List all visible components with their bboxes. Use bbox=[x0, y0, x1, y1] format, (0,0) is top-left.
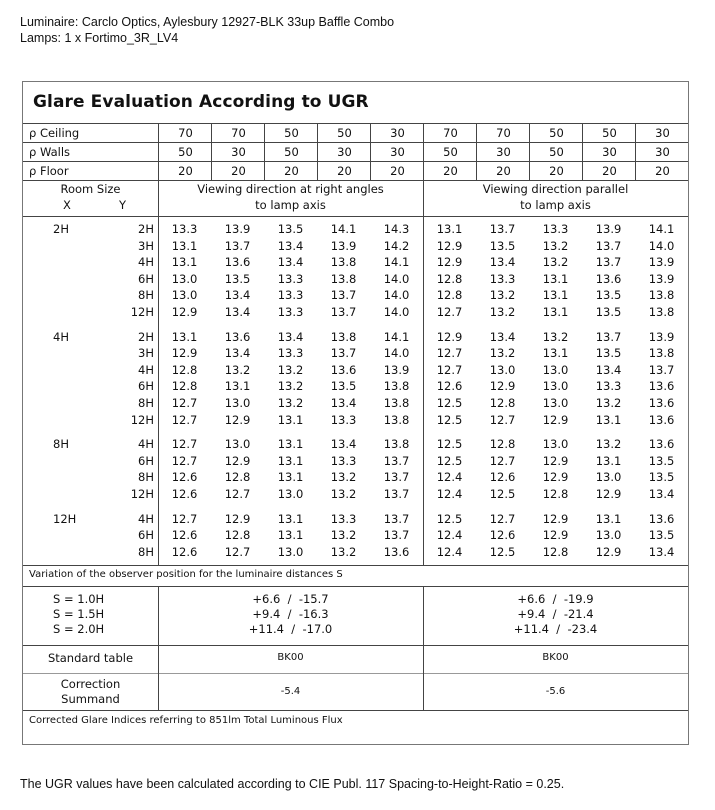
divider bbox=[23, 565, 688, 566]
ugr-value: 13.5 bbox=[489, 238, 516, 253]
ugr-value: 12.7 bbox=[489, 412, 516, 427]
ugr-value: 12.6 bbox=[436, 379, 463, 394]
ugr-value: 12.4 bbox=[436, 544, 463, 559]
reflectance-value: 70 bbox=[158, 124, 212, 143]
ugr-value: 13.2 bbox=[224, 362, 251, 377]
variation-right: +6.6 / -15.7 bbox=[252, 592, 329, 607]
reflectance-value: 20 bbox=[635, 162, 689, 181]
ugr-value: 13.2 bbox=[330, 544, 357, 559]
room-x-label: 4H bbox=[53, 329, 69, 344]
ugr-value: 13.9 bbox=[595, 222, 622, 236]
room-y-label: 4H bbox=[138, 362, 154, 377]
room-size-y: Y bbox=[119, 198, 127, 212]
variation-parallel: +9.4 / -21.4 bbox=[517, 607, 594, 622]
ugr-table-frame bbox=[22, 81, 689, 745]
ugr-value: 13.1 bbox=[277, 412, 304, 427]
ugr-value: 13.3 bbox=[595, 379, 622, 394]
ugr-value: 13.5 bbox=[224, 271, 251, 286]
room-y-label: 2H bbox=[138, 329, 154, 344]
ugr-value: 13.7 bbox=[383, 528, 410, 543]
ugr-value: 14.0 bbox=[383, 305, 410, 319]
variation-note: Variation of the observer position for the luminaire distances S bbox=[29, 569, 343, 581]
ugr-value: 13.4 bbox=[489, 255, 516, 270]
ugr-value: 13.4 bbox=[489, 329, 516, 344]
room-y-label: 8H bbox=[138, 396, 154, 410]
room-size-label: Room Size bbox=[60, 182, 121, 196]
ugr-value: 13.1 bbox=[171, 329, 198, 344]
reflectance-value: 30 bbox=[582, 143, 636, 162]
ugr-value: 12.8 bbox=[171, 362, 198, 377]
ugr-value: 13.1 bbox=[542, 271, 569, 286]
ugr-value: 13.7 bbox=[383, 487, 410, 501]
reflectance-value: 30 bbox=[317, 143, 371, 162]
ugr-value: 13.0 bbox=[542, 396, 569, 410]
ugr-value: 13.7 bbox=[330, 288, 357, 303]
ugr-value: 13.7 bbox=[648, 362, 675, 377]
ugr-value: 13.6 bbox=[648, 437, 675, 452]
ugr-value: 12.7 bbox=[436, 305, 463, 319]
ugr-value: 13.3 bbox=[277, 271, 304, 286]
standard-table-parallel: BK00 bbox=[542, 652, 569, 664]
reflectance-value: 50 bbox=[158, 143, 212, 162]
ugr-value: 14.2 bbox=[383, 238, 410, 253]
reflectance-row bbox=[23, 142, 688, 162]
ugr-value: 13.4 bbox=[224, 346, 251, 361]
ugr-value: 13.0 bbox=[489, 362, 516, 377]
ugr-value: 13.6 bbox=[224, 255, 251, 270]
divider bbox=[23, 180, 688, 181]
ugr-value: 13.2 bbox=[489, 346, 516, 361]
variation-right: +9.4 / -16.3 bbox=[252, 607, 329, 622]
reflectance-value: 20 bbox=[158, 162, 212, 181]
ugr-value: 13.1 bbox=[595, 511, 622, 526]
ugr-value: 13.4 bbox=[648, 487, 675, 501]
ugr-value: 12.5 bbox=[489, 487, 516, 501]
ugr-value: 12.8 bbox=[542, 544, 569, 559]
ugr-value: 12.9 bbox=[436, 255, 463, 270]
ugr-value: 12.8 bbox=[224, 528, 251, 543]
ugr-value: 13.2 bbox=[542, 329, 569, 344]
ugr-value: 13.1 bbox=[277, 437, 304, 452]
reflectance-value: 20 bbox=[423, 162, 477, 181]
ugr-value: 13.1 bbox=[171, 238, 198, 253]
room-y-label: 4H bbox=[138, 255, 154, 270]
footer-note: The UGR values have been calculated according to CIE Publ. 117 Spacing-to-Height-Ratio = 0.25. bbox=[20, 777, 565, 791]
room-x-label: 8H bbox=[53, 437, 69, 452]
standard-table-right: BK00 bbox=[277, 652, 304, 664]
direction-parallel-label: Viewing direction parallel bbox=[482, 182, 629, 196]
ugr-value: 12.6 bbox=[171, 528, 198, 543]
reflectance-label: ρ Floor bbox=[29, 164, 69, 178]
ugr-value: 13.4 bbox=[595, 362, 622, 377]
ugr-value: 13.8 bbox=[648, 305, 675, 319]
reflectance-value: 20 bbox=[370, 162, 424, 181]
ugr-value: 13.8 bbox=[330, 271, 357, 286]
column-divider bbox=[158, 123, 159, 565]
ugr-value: 12.4 bbox=[436, 528, 463, 543]
ugr-value: 13.0 bbox=[277, 544, 304, 559]
ugr-value: 13.9 bbox=[648, 271, 675, 286]
room-y-label: 4H bbox=[138, 437, 154, 452]
ugr-value: 13.2 bbox=[330, 487, 357, 501]
reflectance-value: 20 bbox=[211, 162, 265, 181]
ugr-value: 12.7 bbox=[436, 346, 463, 361]
ugr-value: 12.6 bbox=[171, 470, 198, 485]
ugr-value: 13.3 bbox=[277, 346, 304, 361]
ugr-value: 12.8 bbox=[489, 396, 516, 410]
room-y-label: 6H bbox=[138, 271, 154, 286]
variation-s: S = 1.5H bbox=[53, 607, 105, 622]
ugr-value: 13.5 bbox=[595, 346, 622, 361]
variation-s: S = 1.0H bbox=[53, 592, 105, 607]
ugr-value: 13.0 bbox=[595, 470, 622, 485]
room-y-label: 12H bbox=[130, 487, 154, 501]
ugr-value: 12.9 bbox=[542, 470, 569, 485]
variation-s: S = 2.0H bbox=[53, 622, 105, 637]
ugr-value: 14.3 bbox=[383, 222, 410, 236]
ugr-value: 13.9 bbox=[330, 238, 357, 253]
reflectance-value: 20 bbox=[476, 162, 530, 181]
column-divider bbox=[423, 586, 424, 710]
ugr-value: 14.0 bbox=[383, 271, 410, 286]
ugr-value: 12.6 bbox=[171, 487, 198, 501]
ugr-value: 14.1 bbox=[648, 222, 675, 236]
ugr-value: 13.6 bbox=[383, 544, 410, 559]
variation-right: +11.4 / -17.0 bbox=[248, 622, 333, 637]
ugr-value: 12.9 bbox=[542, 453, 569, 468]
ugr-value: 13.6 bbox=[330, 362, 357, 377]
ugr-value: 13.0 bbox=[542, 362, 569, 377]
table-title: Glare Evaluation According to UGR bbox=[33, 92, 369, 112]
reflectance-value: 20 bbox=[529, 162, 583, 181]
summand-label: Summand bbox=[61, 692, 120, 707]
room-y-label: 12H bbox=[130, 305, 154, 319]
room-y-label: 4H bbox=[138, 511, 154, 526]
ugr-value: 12.8 bbox=[542, 487, 569, 501]
ugr-value: 13.2 bbox=[330, 528, 357, 543]
room-x-label: 2H bbox=[53, 222, 69, 236]
ugr-value: 12.9 bbox=[224, 412, 251, 427]
ugr-value: 13.1 bbox=[277, 528, 304, 543]
reflectance-label: ρ Ceiling bbox=[29, 126, 80, 140]
ugr-value: 12.9 bbox=[224, 453, 251, 468]
ugr-value: 13.5 bbox=[648, 470, 675, 485]
ugr-value: 14.0 bbox=[648, 238, 675, 253]
ugr-value: 12.7 bbox=[171, 396, 198, 410]
ugr-value: 12.7 bbox=[171, 437, 198, 452]
ugr-value: 14.0 bbox=[383, 288, 410, 303]
ugr-value: 13.8 bbox=[383, 379, 410, 394]
ugr-value: 13.0 bbox=[224, 437, 251, 452]
reflectance-value: 70 bbox=[211, 124, 265, 143]
ugr-value: 13.2 bbox=[277, 362, 304, 377]
ugr-value: 13.6 bbox=[648, 412, 675, 427]
correction-parallel: -5.6 bbox=[545, 686, 566, 698]
ugr-value: 14.0 bbox=[383, 346, 410, 361]
ugr-value: 12.5 bbox=[436, 453, 463, 468]
ugr-value: 13.5 bbox=[595, 305, 622, 319]
ugr-value: 13.4 bbox=[277, 255, 304, 270]
ugr-value: 12.8 bbox=[436, 271, 463, 286]
ugr-value: 12.9 bbox=[171, 305, 198, 319]
ugr-value: 12.7 bbox=[489, 511, 516, 526]
room-y-label: 6H bbox=[138, 379, 154, 394]
ugr-value: 12.9 bbox=[436, 238, 463, 253]
room-y-label: 3H bbox=[138, 238, 154, 253]
ugr-value: 13.3 bbox=[277, 305, 304, 319]
ugr-value: 13.7 bbox=[330, 346, 357, 361]
ugr-value: 13.2 bbox=[595, 437, 622, 452]
reflectance-value: 50 bbox=[529, 143, 583, 162]
corrected-note: Corrected Glare Indices referring to 851lm Total Luminous Flux bbox=[29, 715, 343, 727]
direction-right-label-2: to lamp axis bbox=[255, 198, 326, 212]
divider bbox=[23, 710, 688, 711]
standard-table-label: Standard table bbox=[47, 651, 134, 666]
ugr-value: 13.7 bbox=[383, 511, 410, 526]
ugr-value: 12.9 bbox=[171, 346, 198, 361]
variation-parallel: +11.4 / -23.4 bbox=[513, 622, 598, 637]
ugr-value: 12.9 bbox=[542, 511, 569, 526]
ugr-value: 13.2 bbox=[542, 255, 569, 270]
luminaire-line: Luminaire: Carclo Optics, Aylesbury 12927-BLK 33up Baffle Combo bbox=[20, 15, 395, 29]
ugr-value: 12.9 bbox=[595, 487, 622, 501]
ugr-value: 13.2 bbox=[542, 238, 569, 253]
ugr-value: 12.5 bbox=[436, 437, 463, 452]
reflectance-value: 50 bbox=[423, 143, 477, 162]
ugr-value: 13.3 bbox=[330, 511, 357, 526]
room-y-label: 6H bbox=[138, 453, 154, 468]
ugr-value: 13.5 bbox=[595, 288, 622, 303]
ugr-value: 12.4 bbox=[436, 470, 463, 485]
ugr-value: 13.4 bbox=[277, 238, 304, 253]
ugr-value: 13.2 bbox=[489, 288, 516, 303]
reflectance-value: 50 bbox=[264, 143, 318, 162]
ugr-value: 13.1 bbox=[277, 470, 304, 485]
reflectance-value: 20 bbox=[317, 162, 371, 181]
ugr-value: 12.6 bbox=[489, 470, 516, 485]
reflectance-value: 20 bbox=[264, 162, 318, 181]
ugr-value: 12.9 bbox=[224, 511, 251, 526]
ugr-value: 12.7 bbox=[489, 453, 516, 468]
ugr-value: 13.5 bbox=[648, 528, 675, 543]
reflectance-value: 50 bbox=[529, 124, 583, 143]
ugr-value: 13.3 bbox=[171, 222, 198, 236]
divider bbox=[23, 586, 688, 587]
ugr-value: 13.7 bbox=[224, 238, 251, 253]
room-y-label: 12H bbox=[130, 412, 154, 427]
ugr-value: 13.1 bbox=[277, 453, 304, 468]
reflectance-value: 50 bbox=[264, 124, 318, 143]
reflectance-value: 30 bbox=[370, 124, 424, 143]
ugr-value: 12.5 bbox=[436, 511, 463, 526]
ugr-value: 13.8 bbox=[648, 288, 675, 303]
reflectance-row bbox=[23, 161, 688, 181]
column-divider bbox=[423, 123, 424, 565]
room-size-x: X bbox=[63, 198, 71, 212]
ugr-value: 12.7 bbox=[171, 511, 198, 526]
ugr-value: 13.1 bbox=[277, 511, 304, 526]
ugr-value: 12.9 bbox=[489, 379, 516, 394]
reflectance-value: 70 bbox=[476, 124, 530, 143]
ugr-value: 13.7 bbox=[489, 222, 516, 236]
ugr-value: 13.1 bbox=[542, 288, 569, 303]
ugr-value: 13.2 bbox=[595, 396, 622, 410]
ugr-value: 13.2 bbox=[277, 379, 304, 394]
ugr-value: 13.8 bbox=[383, 412, 410, 427]
ugr-value: 12.7 bbox=[436, 362, 463, 377]
ugr-value: 13.0 bbox=[171, 271, 198, 286]
ugr-value: 12.7 bbox=[171, 412, 198, 427]
ugr-value: 13.9 bbox=[648, 329, 675, 344]
ugr-value: 12.8 bbox=[224, 470, 251, 485]
ugr-value: 13.4 bbox=[224, 305, 251, 319]
reflectance-label: ρ Walls bbox=[29, 145, 71, 159]
ugr-value: 13.4 bbox=[648, 544, 675, 559]
reflectance-value: 30 bbox=[211, 143, 265, 162]
ugr-value: 13.6 bbox=[224, 329, 251, 344]
ugr-value: 13.2 bbox=[330, 470, 357, 485]
ugr-value: 13.3 bbox=[330, 453, 357, 468]
lamps-line: Lamps: 1 x Fortimo_3R_LV4 bbox=[20, 31, 179, 45]
ugr-value: 13.4 bbox=[330, 396, 357, 410]
ugr-value: 13.0 bbox=[171, 288, 198, 303]
ugr-value: 13.7 bbox=[595, 255, 622, 270]
column-divider bbox=[158, 586, 159, 710]
ugr-value: 13.8 bbox=[648, 346, 675, 361]
ugr-value: 13.3 bbox=[542, 222, 569, 236]
ugr-value: 13.7 bbox=[595, 238, 622, 253]
ugr-value: 13.1 bbox=[542, 346, 569, 361]
ugr-value: 13.9 bbox=[383, 362, 410, 377]
ugr-value: 13.6 bbox=[595, 271, 622, 286]
ugr-value: 13.3 bbox=[330, 412, 357, 427]
ugr-value: 12.5 bbox=[489, 544, 516, 559]
ugr-value: 12.9 bbox=[542, 412, 569, 427]
ugr-value: 13.8 bbox=[383, 396, 410, 410]
direction-right-label: Viewing direction at right angles bbox=[197, 182, 384, 196]
reflectance-row bbox=[23, 123, 688, 143]
reflectance-value: 30 bbox=[476, 143, 530, 162]
reflectance-value: 30 bbox=[635, 124, 689, 143]
ugr-value: 12.9 bbox=[542, 528, 569, 543]
ugr-value: 13.7 bbox=[595, 329, 622, 344]
ugr-value: 13.4 bbox=[224, 288, 251, 303]
ugr-value: 13.2 bbox=[277, 396, 304, 410]
variation-parallel: +6.6 / -19.9 bbox=[517, 592, 594, 607]
room-y-label: 8H bbox=[138, 288, 154, 303]
ugr-value: 13.8 bbox=[383, 437, 410, 452]
ugr-value: 13.5 bbox=[330, 379, 357, 394]
ugr-value: 13.4 bbox=[277, 329, 304, 344]
correction-label: Correction bbox=[60, 677, 121, 692]
reflectance-value: 30 bbox=[370, 143, 424, 162]
ugr-value: 13.7 bbox=[330, 305, 357, 319]
ugr-value: 13.6 bbox=[648, 511, 675, 526]
ugr-value: 12.8 bbox=[489, 437, 516, 452]
ugr-value: 13.1 bbox=[595, 453, 622, 468]
ugr-value: 13.0 bbox=[224, 396, 251, 410]
ugr-value: 13.9 bbox=[648, 255, 675, 270]
reflectance-value: 50 bbox=[582, 124, 636, 143]
ugr-value: 13.8 bbox=[330, 329, 357, 344]
ugr-value: 13.1 bbox=[436, 222, 463, 236]
direction-parallel-label-2: to lamp axis bbox=[520, 198, 591, 212]
ugr-value: 13.9 bbox=[224, 222, 251, 236]
ugr-value: 12.6 bbox=[489, 528, 516, 543]
ugr-value: 13.5 bbox=[648, 453, 675, 468]
ugr-value: 13.0 bbox=[542, 437, 569, 452]
ugr-value: 13.8 bbox=[330, 255, 357, 270]
room-y-label: 6H bbox=[138, 528, 154, 543]
ugr-value: 12.5 bbox=[436, 412, 463, 427]
ugr-value: 12.9 bbox=[595, 544, 622, 559]
divider bbox=[23, 645, 688, 646]
room-y-label: 2H bbox=[138, 222, 154, 236]
ugr-value: 13.1 bbox=[595, 412, 622, 427]
reflectance-value: 30 bbox=[635, 143, 689, 162]
ugr-value: 12.6 bbox=[171, 544, 198, 559]
ugr-value: 13.1 bbox=[542, 305, 569, 319]
ugr-value: 13.1 bbox=[224, 379, 251, 394]
ugr-value: 12.5 bbox=[436, 396, 463, 410]
ugr-value: 13.7 bbox=[383, 453, 410, 468]
ugr-value: 13.1 bbox=[171, 255, 198, 270]
reflectance-value: 20 bbox=[582, 162, 636, 181]
room-y-label: 8H bbox=[138, 544, 154, 559]
ugr-value: 13.0 bbox=[277, 487, 304, 501]
ugr-value: 14.1 bbox=[383, 255, 410, 270]
ugr-value: 12.8 bbox=[171, 379, 198, 394]
ugr-value: 13.6 bbox=[648, 379, 675, 394]
ugr-value: 12.7 bbox=[171, 453, 198, 468]
room-y-label: 3H bbox=[138, 346, 154, 361]
ugr-value: 12.4 bbox=[436, 487, 463, 501]
ugr-value: 13.3 bbox=[489, 271, 516, 286]
ugr-value: 13.0 bbox=[542, 379, 569, 394]
ugr-value: 13.6 bbox=[648, 396, 675, 410]
ugr-value: 13.4 bbox=[330, 437, 357, 452]
room-y-label: 8H bbox=[138, 470, 154, 485]
ugr-value: 13.0 bbox=[595, 528, 622, 543]
ugr-value: 13.2 bbox=[489, 305, 516, 319]
ugr-value: 13.7 bbox=[383, 470, 410, 485]
room-x-label: 12H bbox=[53, 511, 77, 526]
ugr-value: 13.5 bbox=[277, 222, 304, 236]
ugr-value: 12.9 bbox=[436, 329, 463, 344]
ugr-value: 12.8 bbox=[436, 288, 463, 303]
ugr-value: 14.1 bbox=[383, 329, 410, 344]
divider bbox=[23, 216, 688, 217]
ugr-value: 12.7 bbox=[224, 487, 251, 501]
ugr-value: 14.1 bbox=[330, 222, 357, 236]
ugr-value: 12.7 bbox=[224, 544, 251, 559]
divider bbox=[23, 673, 688, 674]
reflectance-value: 70 bbox=[423, 124, 477, 143]
reflectance-value: 50 bbox=[317, 124, 371, 143]
ugr-value: 13.3 bbox=[277, 288, 304, 303]
correction-right: -5.4 bbox=[280, 686, 301, 698]
